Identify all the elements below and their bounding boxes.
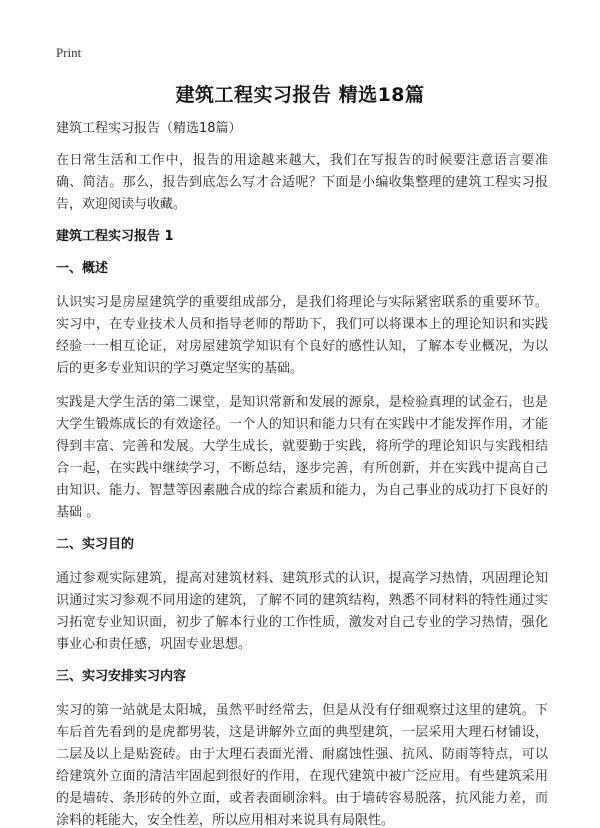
document-subtitle: 建筑工程实习报告（精选18篇） [56, 121, 242, 136]
section-paragraph: 实践是大学生活的第二课堂，是知识常新和发展的源泉，是检验真理的试金石，也是大学生锻炼成长的有效途径。一个人的知识和能力只有在实践中才能发挥作用，才能得到丰富、完善和发展。大学生成长，就要勤于实践，将所学的理论知识与实践相结合一起，在实践中继续学习，不断总结，逐步完善，有所创新，并在实践中提高自己由知识、能力、智慧等因素融合成的综合素质和能力，为自己事业的成功打下良好的基础 。 [56, 395, 548, 520]
intro-paragraph: 在日常生活和工作中，报告的用途越来越大，我们在写报告的时候要注意语言要准确、简洁。那么，报告到底怎么写才合适呢？下面是小编收集整理的建筑工程实习报告，欢迎阅读与收藏。 [56, 153, 548, 212]
section-heading: 三、实习安排实习内容 [56, 669, 187, 684]
section-overview [56, 260, 548, 524]
section-paragraph: 实习的第一站就是太阳城，虽然平时经常去，但是从没有仔细观察过这里的建筑。下车后首先看到的是虎都男装，这是讲解外立面的典型建筑，一层采用大理石材铺设，二层及以上是贴瓷砖。由于大理石表面光滑、耐腐蚀性强、抗风、防雨等特点，可以给建筑外立面的清洁牢固起到很好的作用，在现代建筑中被广泛应用。有些建筑采用的是墙砖、条形砖的外立面，或者表面刷涂料。由于墙砖容易脱落，抗风能力差，而涂料的耗能大，安全性差，所以应用相对来说具有局限性。 [56, 703, 548, 828]
section-arrangement [56, 668, 548, 828]
report-heading: 建筑工程实习报告 1 [56, 229, 174, 244]
section-heading: 二、实习目的 [56, 537, 135, 552]
section-paragraph: 通过参观实际建筑，提高对建筑材料、建筑形式的认识，提高学习热情，巩固理论知识通过实习参观不同用途的建筑，了解不同的建筑结构，熟悉不同材料的特性通过实习拓宽专业知识面，初步了解本行业的工作性质，激发对自己专业的学习热情，强化事业心和责任感，巩固专业思想。 [56, 571, 548, 652]
document-title: 建筑工程实习报告 精选18篇 [175, 84, 425, 106]
print-link[interactable]: Print [56, 45, 82, 60]
section-purpose [56, 536, 548, 656]
section-paragraph: 认识实习是房屋建筑学的重要组成部分，是我们将理论与实际紧密联系的重要环节。实习中，在专业技术人员和指导老师的帮助下，我们可以将课本上的理论知识和实践经验一一相互论证，对房屋建筑学知识有个良好的感性认知，了解本专业概况，为以后的更多专业知识的学习奠定坚实的基础。 [56, 295, 548, 376]
section-heading: 一、概述 [56, 261, 109, 276]
document-body [56, 120, 548, 828]
